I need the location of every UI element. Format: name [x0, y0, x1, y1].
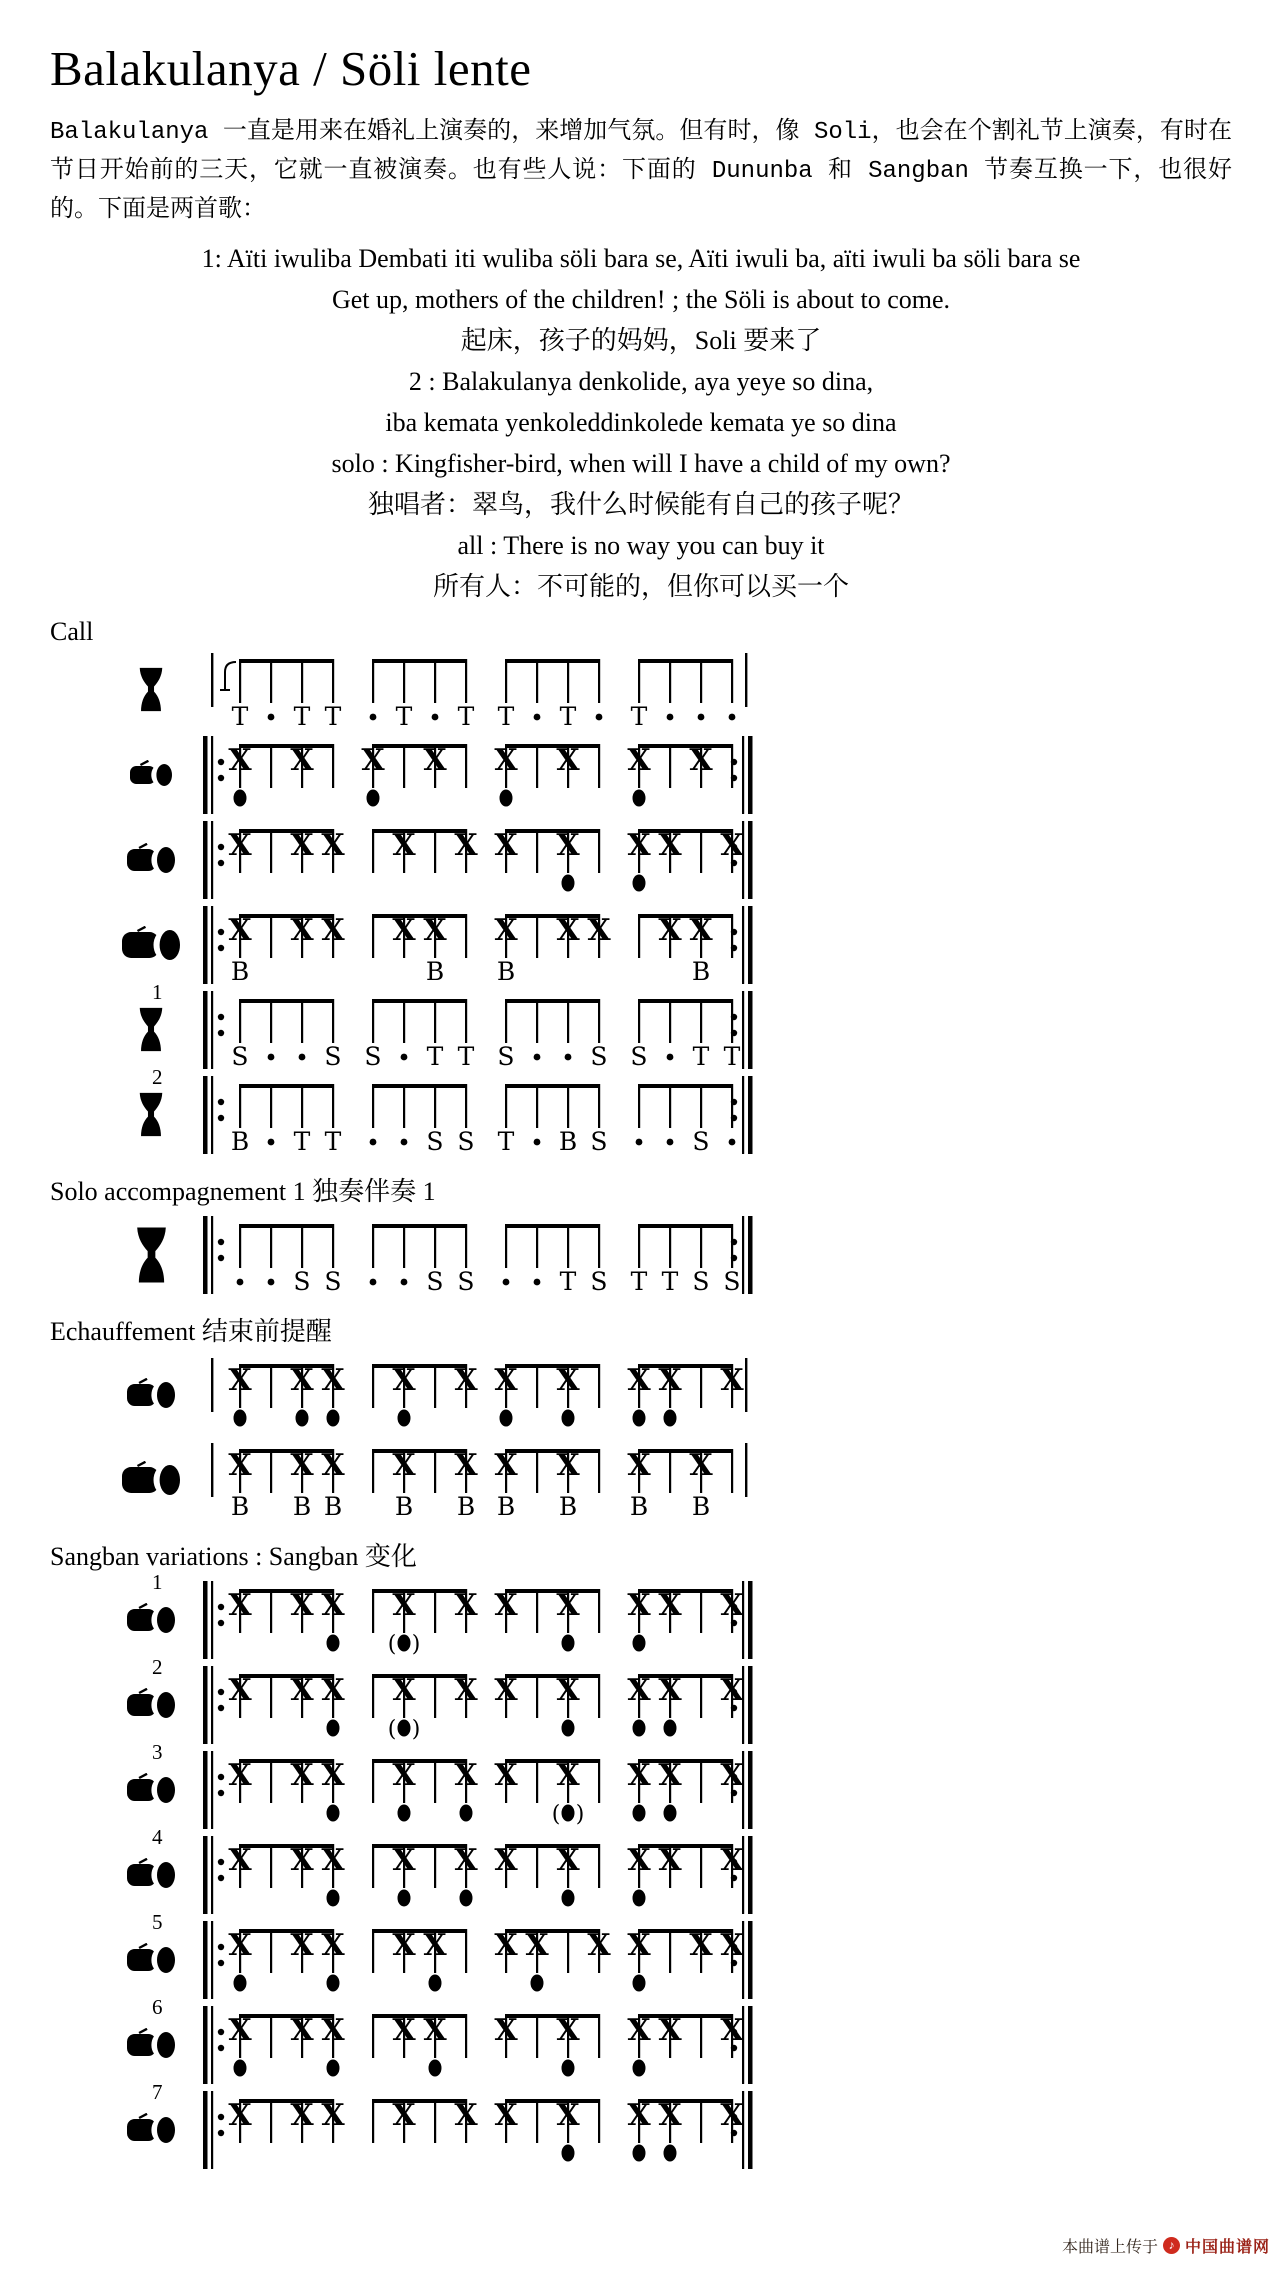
lyric-line: 起床，孩子的妈妈，Soli 要来了 — [460, 326, 822, 355]
svg-text:X: X — [454, 1588, 478, 1623]
svg-text:X: X — [423, 2013, 447, 2048]
svg-text:X: X — [494, 2013, 518, 2048]
svg-text:X: X — [494, 1363, 518, 1398]
lyric-line: 所有人：不可能的，但你可以买一个 — [432, 572, 849, 601]
lyric-line: 1: Aïti iwuliba Dembati iti wuliba söli bara se, Aïti iwuli ba, aïti iwuli ba söli bara se — [201, 244, 1081, 273]
watermark-site-name: 中国曲谱网 — [1184, 2238, 1270, 2256]
sangban-drum-icon — [105, 1577, 197, 1662]
notation-row-dununba — [50, 902, 1232, 987]
notation-staff-kenkeni — [198, 730, 758, 827]
svg-text:X: X — [290, 1673, 314, 1708]
kenkeni-drum-icon — [105, 732, 197, 817]
notation-row-variation-3 — [50, 1740, 1232, 1832]
notation-staff-var7 — [198, 2085, 758, 2182]
svg-text:X: X — [228, 1843, 252, 1878]
svg-text:X: X — [658, 1673, 682, 1708]
svg-text:X: X — [392, 1843, 416, 1878]
svg-text:X: X — [658, 2013, 682, 2048]
svg-text:T: T — [457, 702, 475, 731]
svg-text:S: S — [692, 1127, 710, 1156]
sangban-drum-icon — [105, 1917, 197, 2002]
svg-text:X: X — [321, 1448, 345, 1483]
svg-text:X: X — [556, 2013, 580, 2048]
svg-text:X: X — [627, 743, 651, 778]
svg-text:B: B — [230, 957, 250, 986]
svg-text:X: X — [658, 1758, 682, 1793]
pattern-number: 6 — [152, 1995, 163, 2019]
notation-row-variation-1 — [50, 1570, 1232, 1662]
lyric-line: 2 : Balakulanya denkolide, aya yeye so dina, — [408, 367, 874, 396]
svg-text:T: T — [559, 702, 577, 731]
svg-text:B: B — [558, 1127, 578, 1156]
svg-text:X: X — [392, 1928, 416, 1963]
svg-text:X: X — [392, 1673, 416, 1708]
section-variations-heading: Sangban variations : Sangban 变化 — [50, 1542, 417, 1571]
svg-text:X: X — [454, 1758, 478, 1793]
notation-staff-ech_sangban — [198, 1350, 758, 1447]
svg-text:S: S — [630, 1042, 648, 1071]
svg-text:X: X — [321, 2098, 345, 2133]
svg-text:X: X — [290, 1448, 314, 1483]
svg-text:X: X — [627, 1363, 651, 1398]
pattern-number: 4 — [152, 1825, 163, 1849]
section-echauffement-heading: Echauffement 结束前提醒 — [50, 1317, 332, 1346]
svg-text:X: X — [494, 1448, 518, 1483]
watermark — [1062, 2234, 1270, 2256]
notation-row-variation-6 — [50, 1995, 1232, 2087]
svg-text:X: X — [494, 743, 518, 778]
svg-text:X: X — [556, 1673, 580, 1708]
page-title: Balakulanya / Söli lente — [50, 41, 532, 96]
svg-text:X: X — [228, 1448, 252, 1483]
svg-text:S: S — [590, 1127, 608, 1156]
svg-text:X: X — [228, 828, 252, 863]
svg-text:S: S — [324, 1042, 342, 1071]
sangban-drum-icon — [105, 1662, 197, 1747]
notation-row-solo-accompaniment — [50, 1212, 1232, 1297]
svg-text:S: S — [231, 1042, 249, 1071]
svg-text:X: X — [494, 828, 518, 863]
notation-row-echauffement-dununba — [50, 1437, 1232, 1522]
svg-text:X: X — [392, 828, 416, 863]
svg-text:B: B — [394, 1492, 414, 1521]
svg-text:X: X — [228, 2013, 252, 2048]
notation-staff-call — [198, 645, 758, 742]
djembe-drum-icon — [105, 1212, 197, 1297]
svg-text:X: X — [627, 1448, 651, 1483]
notation-staff-ech_dununba — [198, 1435, 758, 1532]
notation-staff-dununba — [198, 900, 758, 997]
lyrics — [50, 238, 1232, 607]
svg-text:T: T — [426, 1042, 444, 1071]
svg-text:B: B — [230, 1492, 250, 1521]
svg-text:X: X — [290, 1928, 314, 1963]
svg-text:X: X — [321, 1363, 345, 1398]
pattern-number: 2 — [152, 1065, 163, 1089]
svg-text:): ) — [411, 1632, 421, 1657]
svg-text:X: X — [627, 1588, 651, 1623]
svg-text:): ) — [411, 1717, 421, 1742]
svg-text:X: X — [720, 828, 744, 863]
watermark-prefix: 本曲谱上传于 — [1061, 2238, 1158, 2256]
svg-text:(: ( — [551, 1802, 561, 1827]
svg-text:X: X — [290, 1758, 314, 1793]
svg-text:S: S — [590, 1267, 608, 1296]
svg-text:T: T — [231, 702, 249, 731]
svg-text:T: T — [293, 702, 311, 731]
pattern-number: 2 — [152, 1655, 163, 1679]
svg-text:X: X — [454, 1843, 478, 1878]
sangban-drum-icon — [105, 817, 197, 902]
notation-staff-var3 — [198, 1745, 758, 1842]
svg-text:(: ( — [387, 1632, 397, 1657]
svg-text:T: T — [395, 702, 413, 731]
svg-text:X: X — [321, 1843, 345, 1878]
svg-text:X: X — [556, 1758, 580, 1793]
svg-text:X: X — [627, 2013, 651, 2048]
svg-text:X: X — [290, 743, 314, 778]
svg-text:T: T — [661, 1267, 679, 1296]
notation-row-variation-2 — [50, 1655, 1232, 1747]
svg-text:T: T — [692, 1042, 710, 1071]
notation-staff-djembe1 — [198, 985, 758, 1082]
pattern-number: 7 — [152, 2080, 163, 2104]
dununba-drum-icon — [105, 1437, 197, 1522]
svg-text:X: X — [454, 1448, 478, 1483]
svg-text:X: X — [720, 1673, 744, 1708]
svg-text:T: T — [324, 702, 342, 731]
svg-text:X: X — [454, 828, 478, 863]
svg-text:X: X — [494, 2098, 518, 2133]
svg-text:X: X — [494, 1673, 518, 1708]
notation-staff-var1 — [198, 1575, 758, 1672]
dununba-drum-icon — [105, 902, 197, 987]
sangban-drum-icon — [105, 2087, 197, 2172]
svg-text:): ) — [575, 1802, 585, 1827]
svg-text:X: X — [494, 913, 518, 948]
svg-text:T: T — [559, 1267, 577, 1296]
svg-text:X: X — [321, 1758, 345, 1793]
notation-staff-var4 — [198, 1830, 758, 1927]
svg-text:X: X — [290, 1843, 314, 1878]
svg-text:S: S — [457, 1267, 475, 1296]
svg-text:T: T — [630, 1267, 648, 1296]
lyric-line: Get up, mothers of the children! ; the Söli is about to come. — [331, 285, 951, 314]
svg-text:T: T — [723, 1042, 741, 1071]
notation-staff-sangban — [198, 815, 758, 912]
sangban-drum-icon — [105, 1352, 197, 1437]
lyric-line: 独唱者：翠鸟，我什么时候能有自己的孩子呢？ — [367, 490, 914, 519]
svg-text:X: X — [321, 1673, 345, 1708]
svg-text:X: X — [392, 1588, 416, 1623]
svg-text:X: X — [627, 2098, 651, 2133]
notation-staff-djembe2 — [198, 1070, 758, 1167]
svg-text:X: X — [556, 1363, 580, 1398]
svg-text:X: X — [627, 1673, 651, 1708]
svg-text:B: B — [691, 1492, 711, 1521]
lyric-line: iba kemata yenkoleddinkolede kemata ye so dina — [385, 408, 897, 437]
lyric-line: solo : Kingfisher-bird, when will I have a child of my own? — [331, 449, 951, 478]
notation-row-variation-4 — [50, 1825, 1232, 1917]
notation-row-djembe-2 — [50, 1065, 1232, 1157]
svg-text:X: X — [392, 1448, 416, 1483]
svg-text:X: X — [658, 1588, 682, 1623]
sangban-drum-icon — [105, 2002, 197, 2087]
svg-text:X: X — [689, 913, 713, 948]
svg-text:X: X — [556, 828, 580, 863]
svg-text:X: X — [228, 913, 252, 948]
svg-text:S: S — [590, 1042, 608, 1071]
svg-text:T: T — [324, 1127, 342, 1156]
svg-text:X: X — [658, 1363, 682, 1398]
svg-text:B: B — [425, 957, 445, 986]
svg-text:X: X — [392, 2098, 416, 2133]
svg-text:X: X — [556, 2098, 580, 2133]
svg-text:X: X — [658, 1843, 682, 1878]
sangban-drum-icon — [105, 1747, 197, 1832]
svg-text:B: B — [456, 1492, 476, 1521]
svg-text:X: X — [720, 1928, 744, 1963]
svg-text:X: X — [290, 2098, 314, 2133]
svg-text:(: ( — [387, 1717, 397, 1742]
svg-text:X: X — [556, 1448, 580, 1483]
svg-text:X: X — [228, 743, 252, 778]
svg-text:X: X — [494, 1843, 518, 1878]
svg-text:X: X — [454, 1363, 478, 1398]
section-solo-heading: Solo accompagnement 1 独奏伴奏 1 — [50, 1177, 436, 1206]
djembe-drum-icon — [105, 647, 197, 732]
svg-text:X: X — [720, 1843, 744, 1878]
svg-text:X: X — [423, 743, 447, 778]
notation-row-call — [50, 647, 1232, 732]
svg-text:X: X — [454, 2098, 478, 2133]
notation-staff-var2 — [198, 1660, 758, 1757]
svg-text:X: X — [290, 1363, 314, 1398]
section-call-heading: Call — [50, 617, 94, 646]
svg-text:X: X — [423, 913, 447, 948]
notation-row-echauffement-sangban — [50, 1352, 1232, 1437]
intro-paragraph: Balakulanya 一直是用来在婚礼上演奏的，来增加气氛。但有时，像 Soli，也会在个割礼节上演奏，有时在节日开始前的三天，它就一直被演奏。也有些人说：下面的 Dununba 和 Sangban 节奏互换一下，也很好的。下面是两首歌： — [50, 119, 1232, 224]
svg-text:X: X — [556, 1843, 580, 1878]
svg-text:S: S — [692, 1267, 710, 1296]
notation-row-djembe-1 — [50, 980, 1232, 1072]
svg-text:X: X — [228, 1928, 252, 1963]
svg-text:S: S — [723, 1267, 741, 1296]
svg-text:X: X — [627, 1928, 651, 1963]
svg-text:B: B — [323, 1492, 343, 1521]
svg-text:B: B — [292, 1492, 312, 1521]
svg-text:X: X — [321, 1588, 345, 1623]
svg-text:X: X — [494, 1928, 518, 1963]
pattern-number: 5 — [152, 1910, 163, 1934]
svg-text:X: X — [720, 1758, 744, 1793]
djembe-drum-icon — [105, 1072, 197, 1157]
notation-row-sangban — [50, 817, 1232, 902]
svg-text:X: X — [525, 1928, 549, 1963]
svg-text:B: B — [629, 1492, 649, 1521]
svg-text:S: S — [497, 1042, 515, 1071]
svg-text:S: S — [324, 1267, 342, 1296]
notation-row-kenkeni — [50, 732, 1232, 817]
svg-text:X: X — [392, 2013, 416, 2048]
svg-text:X: X — [689, 1928, 713, 1963]
svg-text:X: X — [720, 2098, 744, 2133]
svg-text:X: X — [228, 2098, 252, 2133]
svg-text:X: X — [658, 913, 682, 948]
notation-row-variation-7 — [50, 2080, 1232, 2172]
svg-text:X: X — [556, 1588, 580, 1623]
svg-text:X: X — [228, 1673, 252, 1708]
svg-text:X: X — [494, 1588, 518, 1623]
svg-text:X: X — [392, 1758, 416, 1793]
svg-text:X: X — [494, 1758, 518, 1793]
svg-text:X: X — [321, 913, 345, 948]
svg-text:X: X — [627, 1843, 651, 1878]
svg-text:X: X — [228, 1363, 252, 1398]
svg-text:X: X — [290, 913, 314, 948]
svg-text:S: S — [293, 1267, 311, 1296]
pattern-number: 1 — [152, 980, 163, 1004]
svg-text:B: B — [496, 1492, 516, 1521]
svg-text:X: X — [587, 913, 611, 948]
svg-text:T: T — [630, 702, 648, 731]
svg-text:X: X — [689, 743, 713, 778]
lyric-line: all : There is no way you can buy it — [457, 531, 825, 560]
svg-text:B: B — [558, 1492, 578, 1521]
pattern-number: 3 — [152, 1740, 163, 1764]
svg-text:T: T — [457, 1042, 475, 1071]
svg-text:X: X — [658, 2098, 682, 2133]
svg-text:S: S — [457, 1127, 475, 1156]
svg-text:X: X — [556, 913, 580, 948]
svg-text:X: X — [423, 1928, 447, 1963]
svg-text:X: X — [228, 1758, 252, 1793]
notation-row-variation-5 — [50, 1910, 1232, 2002]
svg-text:X: X — [290, 828, 314, 863]
svg-text:X: X — [290, 2013, 314, 2048]
sangban-drum-icon — [105, 1832, 197, 1917]
svg-text:X: X — [720, 1588, 744, 1623]
svg-text:X: X — [321, 2013, 345, 2048]
music-note-icon: ♪ — [1163, 2237, 1180, 2254]
svg-text:T: T — [497, 1127, 515, 1156]
djembe-drum-icon — [105, 987, 197, 1072]
svg-text:X: X — [392, 1363, 416, 1398]
svg-text:X: X — [454, 1673, 478, 1708]
svg-text:X: X — [290, 1588, 314, 1623]
svg-text:S: S — [426, 1267, 444, 1296]
notation-staff-var5 — [198, 1915, 758, 2012]
svg-text:B: B — [230, 1127, 250, 1156]
svg-text:X: X — [556, 743, 580, 778]
svg-text:T: T — [497, 702, 515, 731]
svg-text:S: S — [426, 1127, 444, 1156]
svg-text:X: X — [361, 743, 385, 778]
notation-staff-var6 — [198, 2000, 758, 2097]
svg-text:B: B — [691, 957, 711, 986]
svg-text:B: B — [496, 957, 516, 986]
svg-text:X: X — [587, 1928, 611, 1963]
svg-text:X: X — [720, 1363, 744, 1398]
svg-text:S: S — [364, 1042, 382, 1071]
pattern-number: 1 — [152, 1570, 163, 1594]
svg-text:X: X — [720, 2013, 744, 2048]
svg-text:X: X — [392, 913, 416, 948]
svg-text:X: X — [228, 1588, 252, 1623]
svg-text:X: X — [627, 828, 651, 863]
notation-staff-solo1 — [198, 1210, 758, 1307]
svg-text:X: X — [321, 1928, 345, 1963]
svg-text:X: X — [321, 828, 345, 863]
svg-text:X: X — [689, 1448, 713, 1483]
svg-text:T: T — [293, 1127, 311, 1156]
svg-text:X: X — [627, 1758, 651, 1793]
svg-text:X: X — [658, 828, 682, 863]
